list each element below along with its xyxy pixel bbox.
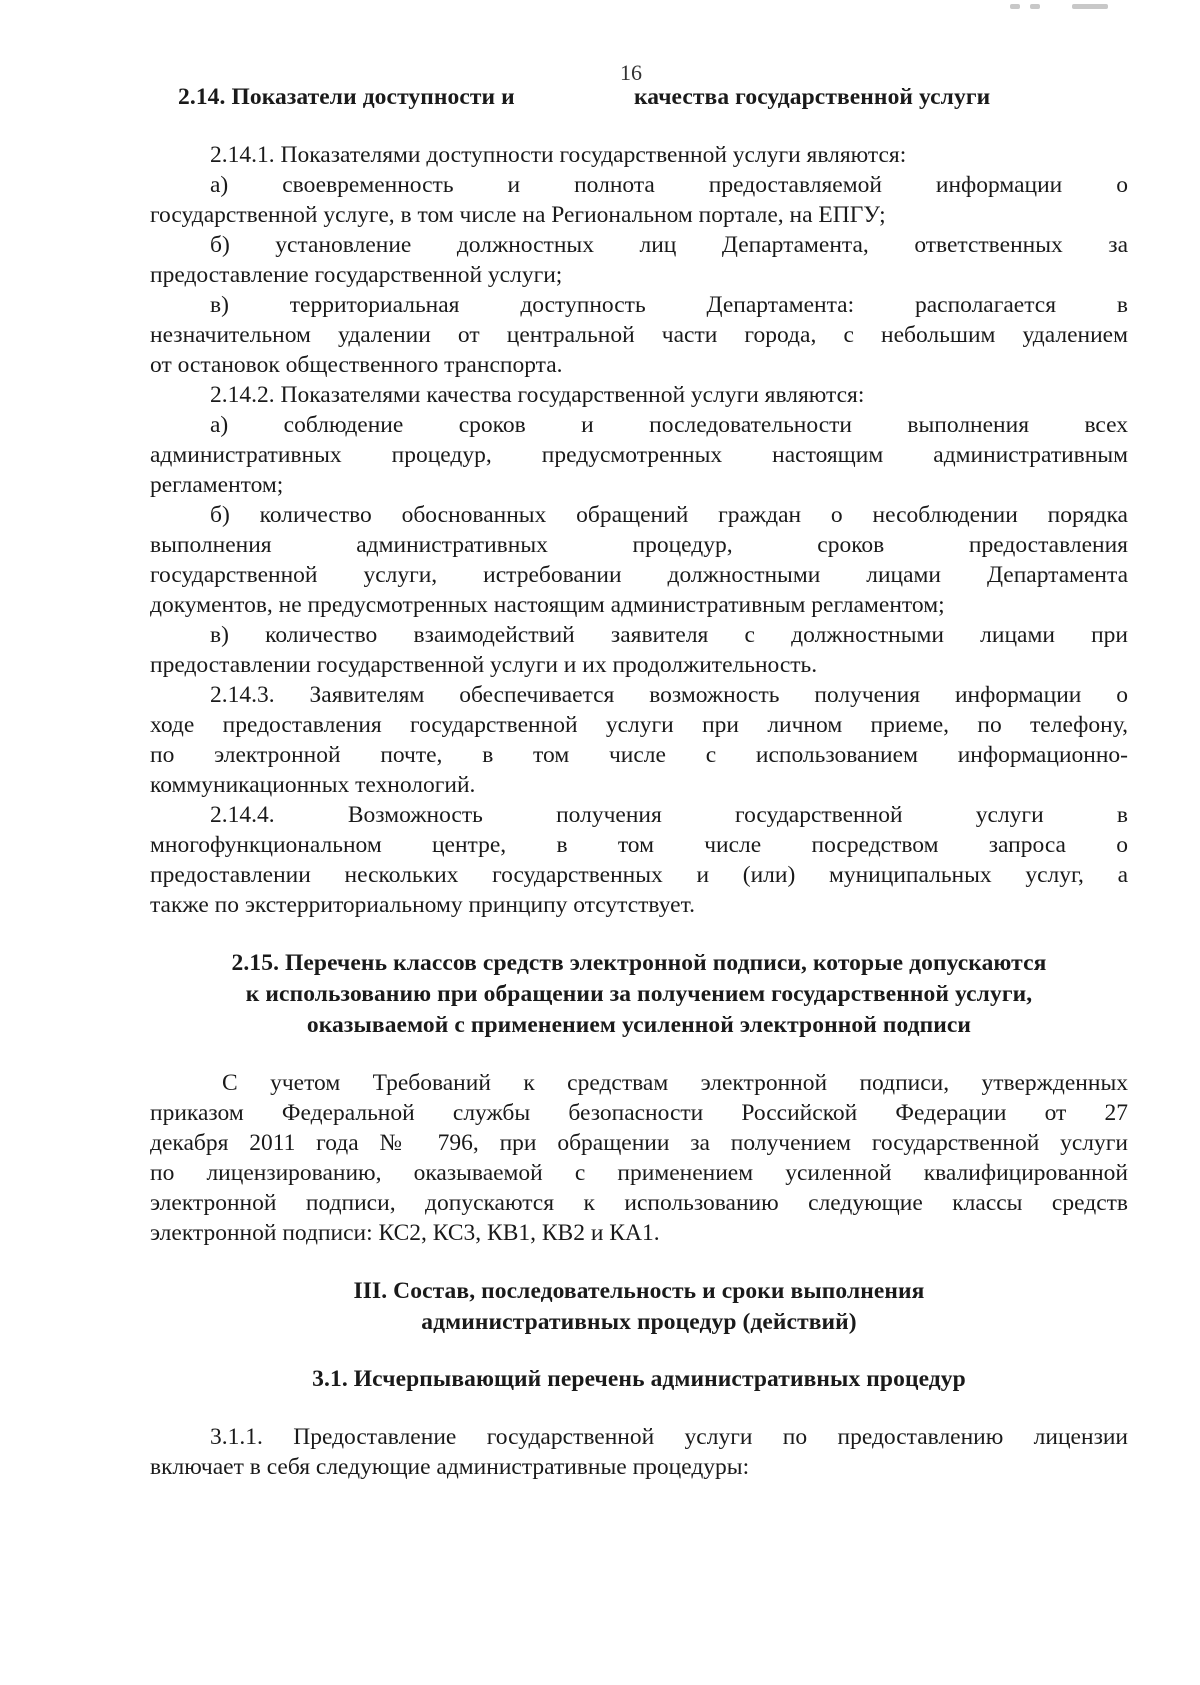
paragraph-line: 2.14.3. Заявителям обеспечивается возможность получения информации о bbox=[210, 682, 1128, 708]
paragraph-line: включает в себя следующие административные процедуры: bbox=[150, 1454, 750, 1480]
chapter-heading-iii-line-2: административных процедур (действий) bbox=[421, 1309, 857, 1335]
paragraph-line: в) количество взаимодействий заявителя с должностными лицами при bbox=[210, 622, 1128, 648]
paragraph-line: предоставлении государственной услуги и их продолжительность. bbox=[150, 652, 818, 678]
paragraph-line: электронной подписи: КС2, КС3, КВ1, КВ2 и КА1. bbox=[150, 1220, 660, 1246]
paragraph-line: многофункциональном центре, в том числе посредством запроса о bbox=[150, 832, 1128, 858]
paragraph-line: предоставление государственной услуги; bbox=[150, 262, 563, 288]
paragraph-line: электронной подписи, допускаются к использованию следующие классы средств bbox=[150, 1190, 1128, 1216]
paragraph-line: 2.14.1. Показателями доступности государственной услуги являются: bbox=[210, 142, 907, 168]
scan-artifact bbox=[1000, 2, 1120, 12]
paragraph-line: по электронной почте, в том числе с использованием информационно- bbox=[150, 742, 1128, 768]
paragraph-line: С учетом Требований к средствам электронной подписи, утвержденных bbox=[222, 1070, 1128, 1096]
paragraph-line: документов, не предусмотренных настоящим административным регламентом; bbox=[150, 592, 945, 618]
paragraph-line: декабря 2011 года № 796, при обращении за получением государственной услуги bbox=[150, 1130, 1128, 1156]
paragraph-line: а) своевременность и полнота предоставляемой информации о bbox=[210, 172, 1128, 198]
paragraph-line: а) соблюдение сроков и последовательности выполнения всех bbox=[210, 412, 1128, 438]
page-number: 16 bbox=[620, 60, 642, 85]
paragraph-line: ходе предоставления государственной услуги при личном приеме, по телефону, bbox=[150, 712, 1128, 738]
paragraph-line: административных процедур, предусмотренных настоящим административным bbox=[150, 442, 1128, 468]
section-heading-2-14-part-b: качества государственной услуги bbox=[634, 84, 991, 110]
paragraph-line: государственной услуги, истребовании должностными лицами Департамента bbox=[150, 562, 1128, 588]
paragraph-line: приказом Федеральной службы безопасности Российской Федерации от 27 bbox=[150, 1100, 1128, 1126]
paragraph-line: регламентом; bbox=[150, 472, 284, 498]
paragraph-line: 3.1.1. Предоставление государственной услуги по предоставлению лицензии bbox=[210, 1424, 1128, 1450]
section-heading-2-15-line-3: оказываемой с применением усиленной электронной подписи bbox=[306, 1012, 972, 1038]
section-heading-3-1: 3.1. Исчерпывающий перечень административных процедур bbox=[312, 1366, 966, 1392]
section-heading-2-14-part-a: 2.14. Показатели доступности и bbox=[178, 84, 515, 110]
paragraph-line: незначительном удалении от центральной части города, с небольшим удалением bbox=[150, 322, 1128, 348]
paragraph-line: 2.14.2. Показателями качества государственной услуги являются: bbox=[210, 382, 865, 408]
paragraph-line: 2.14.4. Возможность получения государственной услуги в bbox=[210, 802, 1128, 828]
chapter-heading-iii-line-1: III. Состав, последовательность и сроки выполнения bbox=[353, 1278, 925, 1304]
paragraph-line: б) установление должностных лиц Департамента, ответственных за bbox=[210, 232, 1128, 258]
paragraph-line: государственной услуге, в том числе на Региональном портале, на ЕПГУ; bbox=[150, 202, 886, 228]
paragraph-line: предоставлении нескольких государственных и (или) муниципальных услуг, а bbox=[150, 862, 1128, 888]
paragraph-line: также по экстерриториальному принципу отсутствует. bbox=[150, 892, 695, 918]
section-heading-2-15-line-1: 2.15. Перечень классов средств электронной подписи, которые допускаются bbox=[231, 950, 1047, 976]
paragraph-line: от остановок общественного транспорта. bbox=[150, 352, 563, 378]
paragraph-line: коммуникационных технологий. bbox=[150, 772, 476, 798]
paragraph-line: выполнения административных процедур, сроков предоставления bbox=[150, 532, 1128, 558]
paragraph-line: б) количество обоснованных обращений граждан о несоблюдении порядка bbox=[210, 502, 1128, 528]
paragraph-line: в) территориальная доступность Департамента: располагается в bbox=[210, 292, 1128, 318]
section-heading-2-15-line-2: к использованию при обращении за получением государственной услуги, bbox=[245, 981, 1033, 1007]
paragraph-line: по лицензированию, оказываемой с применением усиленной квалифицированной bbox=[150, 1160, 1128, 1186]
